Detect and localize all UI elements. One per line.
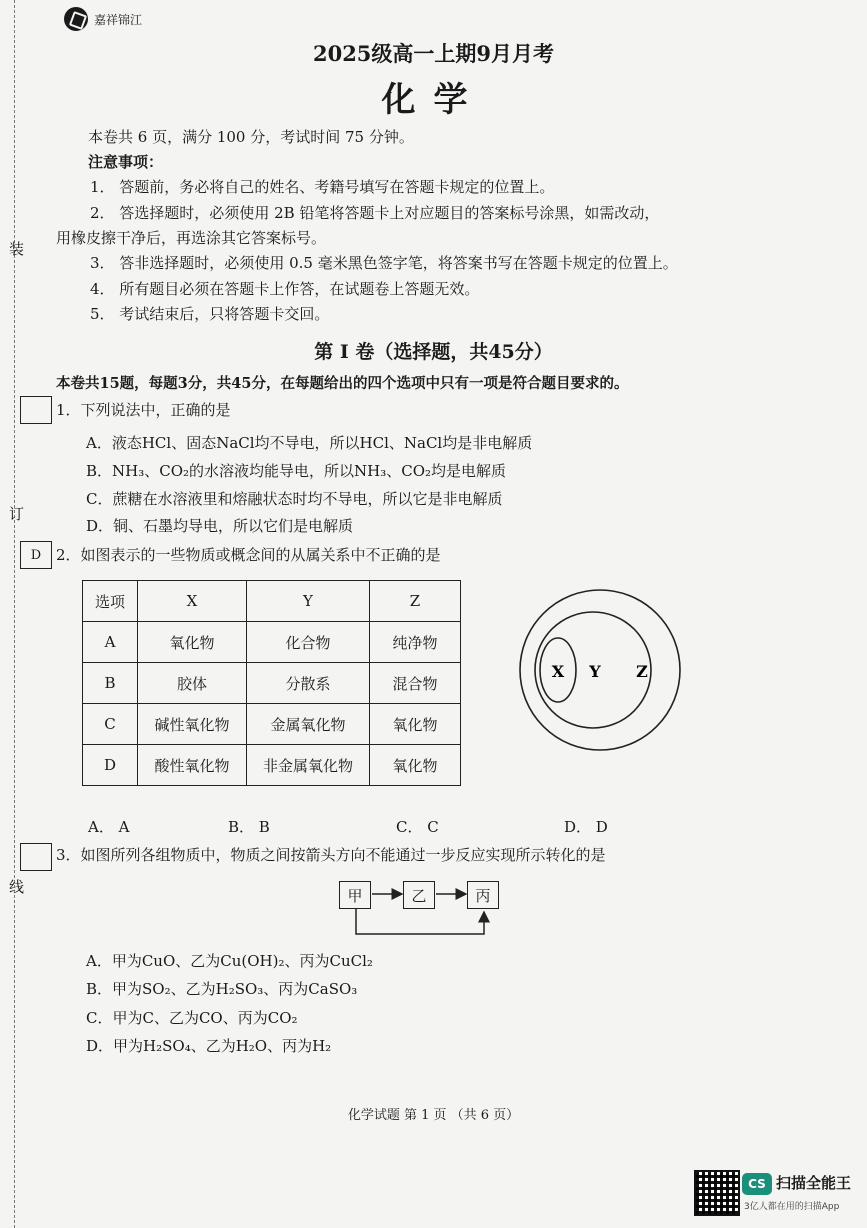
- table-cell: 胶体: [138, 663, 247, 704]
- note-4: 4． 所有题目必须在答题卡上作答，在试题卷上答题无效。: [90, 280, 480, 298]
- q1-option-c: C．蔗糖在水溶液里和熔融状态时均不导电，所以它是非电解质: [86, 490, 503, 508]
- q3-stem: 3．如图所列各组物质中，物质之间按箭头方向不能通过一步反应实现所示转化的是: [56, 846, 606, 864]
- flow-box-yi: 乙: [403, 881, 435, 909]
- school-name: 嘉祥锦江: [94, 12, 143, 27]
- table-cell: 氧化物: [370, 745, 461, 786]
- section-title: 第 I 卷（选择题，共45分）: [314, 341, 553, 363]
- school-logo: [64, 7, 142, 31]
- q1-option-b: B．NH₃、CO₂的水溶液均能导电，所以NH₃、CO₂均是电解质: [86, 462, 507, 480]
- table-header-row: [83, 581, 461, 622]
- table-cell: A: [83, 622, 138, 663]
- q3-option-a: A．甲为CuO、乙为Cu(OH)₂、丙为CuCl₂: [86, 952, 373, 970]
- margin-label-xian: 线: [9, 878, 25, 896]
- table-cell: D: [83, 745, 138, 786]
- header-cell: Z: [370, 581, 461, 622]
- q1-stem: 1．下列说法中，正确的是: [56, 401, 231, 419]
- table-cell: 非金属氧化物: [247, 745, 370, 786]
- note-2: 2． 答选择题时，必须使用 2B 铅笔将答题卡上对应题目的答案标号涂黑，如需改动，: [90, 204, 660, 222]
- table-row: [83, 622, 461, 663]
- note-5: 5． 考试结束后，只将答题卡交回。: [90, 305, 330, 323]
- camscanner-logo-icon: CS: [742, 1173, 772, 1195]
- scanner-app-name: 扫描全能王: [776, 1174, 852, 1192]
- table-cell: 混合物: [370, 663, 461, 704]
- venn-label-x: X: [551, 662, 565, 681]
- note-3: 3． 答非选择题时，必须使用 0.5 毫米黑色签字笔，将答案书写在答题卡规定的位置上。: [90, 254, 678, 272]
- exam-intro: 本卷共 6 页，满分 100 分，考试时间 75 分钟。: [88, 128, 414, 146]
- table-cell: 分散系: [247, 663, 370, 704]
- page-footer: 化学试题 第 1 页 （共 6 页）: [347, 1108, 520, 1123]
- q2-options-table: [82, 580, 461, 786]
- q1-option-d: D．铜、石墨均导电，所以它们是电解质: [86, 517, 354, 535]
- table-cell: C: [83, 704, 138, 745]
- q3-answer-box: [20, 843, 52, 871]
- q3-option-c: C．甲为C、乙为CO、丙为CO₂: [86, 1009, 298, 1027]
- table-cell: 金属氧化物: [247, 704, 370, 745]
- q2-answer-a: A． A: [88, 818, 130, 836]
- q3-option-b: B．甲为SO₂、乙为H₂SO₃、丙为CaSO₃: [86, 980, 358, 998]
- q2-answer-d: D． D: [564, 818, 608, 836]
- table-cell: 氧化物: [370, 704, 461, 745]
- table-cell: 纯净物: [370, 622, 461, 663]
- margin-label-zhuang: 装: [9, 240, 25, 258]
- note-1: 1． 答题前，务必将自己的姓名、考籍号填写在答题卡规定的位置上。: [90, 178, 555, 196]
- qr-code-icon: [694, 1170, 740, 1216]
- q2-venn-diagram: [518, 585, 688, 755]
- flow-box-bing: 丙: [467, 881, 499, 909]
- venn-label-y: Y: [589, 662, 601, 681]
- q3-option-d: D．甲为H₂SO₄、乙为H₂O、丙为H₂: [86, 1037, 332, 1055]
- scanner-tagline: 3亿人都在用的扫描App: [744, 1202, 840, 1212]
- q1-option-a: A．液态HCl、固态NaCl均不导电，所以HCl、NaCl均是非电解质: [86, 434, 533, 452]
- flow-box-jia: 甲: [339, 881, 371, 909]
- binding-line: [14, 0, 15, 1228]
- q1-answer-box: [20, 396, 52, 424]
- table-cell: 酸性氧化物: [138, 745, 247, 786]
- table-cell: B: [83, 663, 138, 704]
- q2-answer-c: C． C: [396, 818, 439, 836]
- venn-label-z: Z: [636, 662, 648, 681]
- school-emblem-icon: [64, 7, 88, 31]
- section-instructions: 本卷共15题，每题3分，共45分，在每题给出的四个选项中只有一项是符合题目要求的。: [56, 375, 629, 392]
- table-cell: 碱性氧化物: [138, 704, 247, 745]
- notes-title: 注意事项：: [88, 153, 164, 171]
- note-2-cont: 用橡皮擦干净后，再选涂其它答案标号。: [56, 229, 327, 247]
- header-cell: Y: [247, 581, 370, 622]
- table-row: [83, 704, 461, 745]
- margin-label-ding: 订: [9, 505, 25, 523]
- header-cell: X: [138, 581, 247, 622]
- table-cell: 化合物: [247, 622, 370, 663]
- subject-title: 化学: [381, 80, 486, 120]
- q2-answer-box: [20, 541, 52, 569]
- exam-title: 2025级高一上期9月月考: [312, 41, 555, 66]
- table-cell: 氧化物: [138, 622, 247, 663]
- q2-answer-b: B． B: [228, 818, 270, 836]
- table-row: [83, 663, 461, 704]
- table-row: [83, 745, 461, 786]
- header-cell: 选项: [83, 581, 138, 622]
- q2-answer-mark: D: [30, 547, 42, 563]
- q2-stem: 2．如图表示的一些物质或概念间的从属关系中不正确的是: [56, 546, 441, 564]
